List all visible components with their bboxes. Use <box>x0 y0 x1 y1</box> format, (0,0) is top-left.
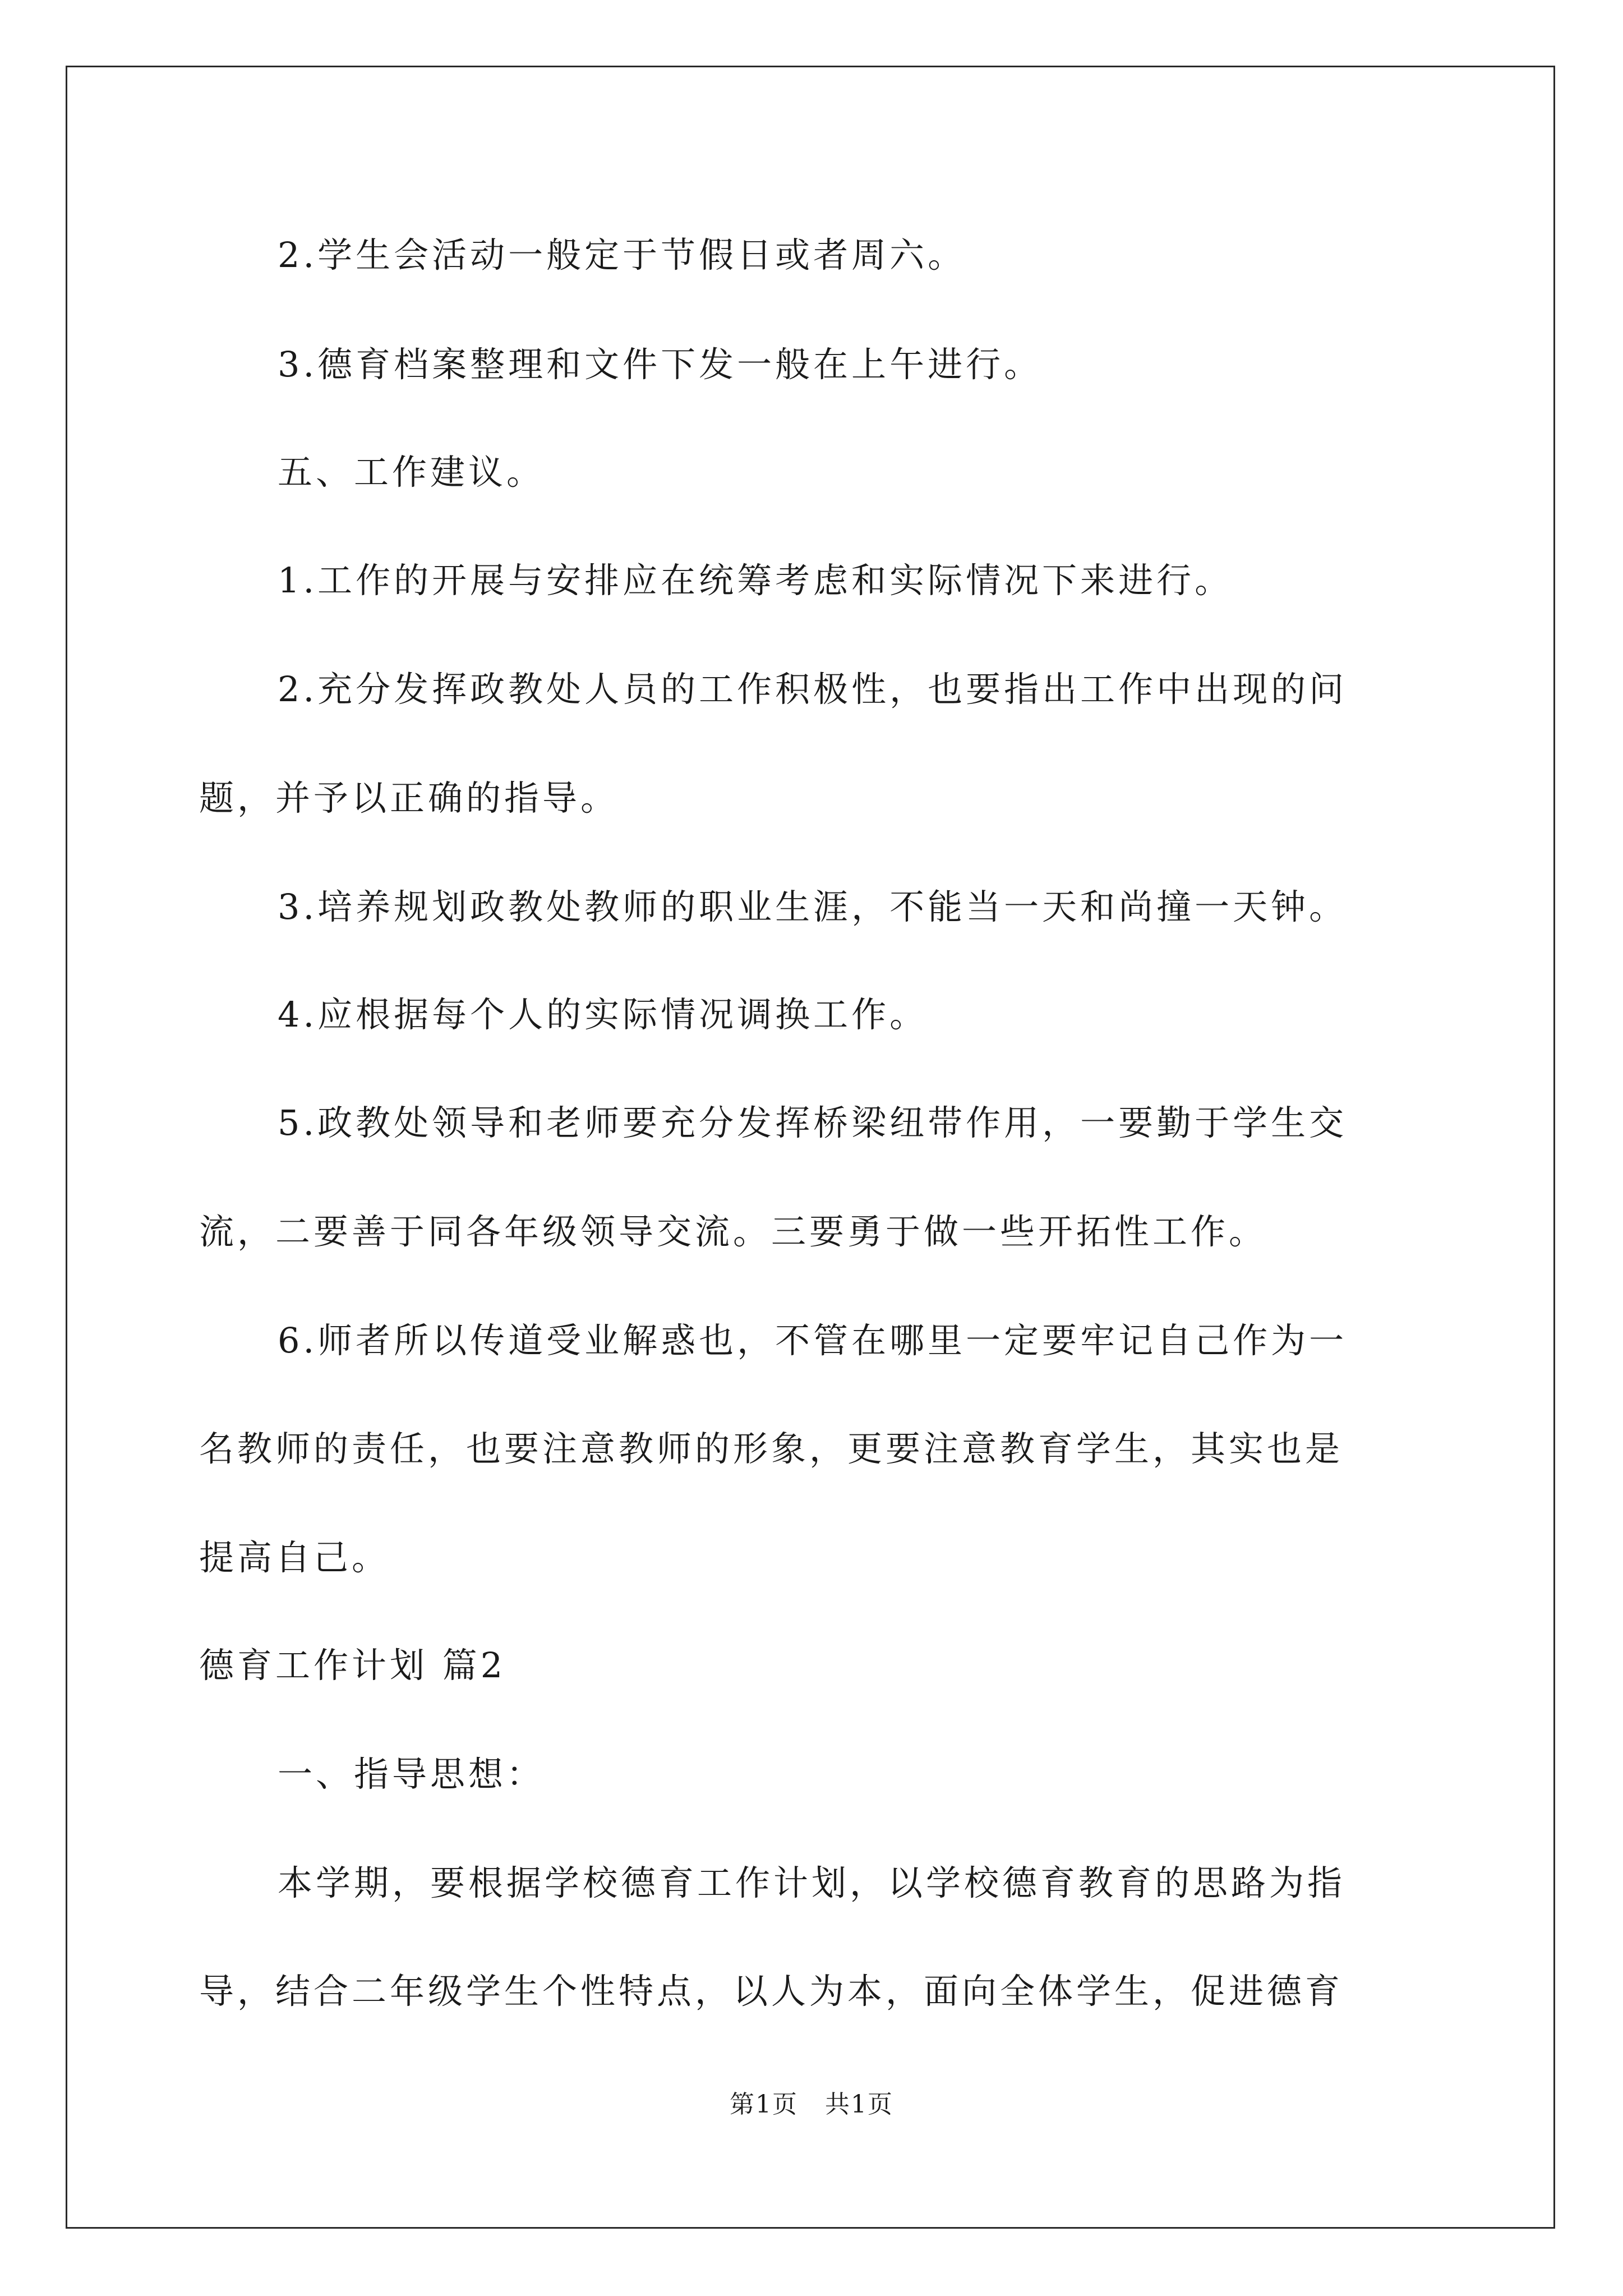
paragraph-line: 题，并予以正确的指导。 <box>199 777 619 818</box>
section-heading: 一、指导思想： <box>278 1754 545 1795</box>
paragraph-line: 6.师者所以传道受业解惑也，不管在哪里一定要牢记自己作为一 <box>278 1320 1348 1361</box>
paragraph-line: 2.学生会活动一般定于节假日或者周六。 <box>278 234 966 275</box>
paragraph-line: 5.政教处领导和老师要充分发挥桥梁纽带作用，一要勤于学生交 <box>278 1102 1348 1143</box>
page-number-footer: 第1页 共1页 <box>730 2090 893 2119</box>
paragraph-line: 名教师的责任，也要注意教师的形象，更要注意教育学生，其实也是 <box>199 1428 1344 1469</box>
paragraph-line: 流，二要善于同各年级领导交流。三要勇于做一些开拓性工作。 <box>199 1211 1267 1252</box>
paragraph-line: 2.充分发挥政教处人员的工作积极性，也要指出工作中出现的问 <box>278 669 1348 710</box>
document-heading: 德育工作计划 篇2 <box>199 1645 506 1686</box>
paragraph-line: 导，结合二年级学生个性特点，以人为本，面向全体学生，促进德育 <box>199 1971 1344 2012</box>
paragraph-line: 本学期，要根据学校德育工作计划，以学校德育教育的思路为指 <box>278 1862 1346 1903</box>
section-heading: 五、工作建议。 <box>278 452 545 493</box>
paragraph-line: 4.应根据每个人的实际情况调换工作。 <box>278 994 928 1035</box>
paragraph-line: 1.工作的开展与安排应在统筹考虑和实际情况下来进行。 <box>278 560 1233 601</box>
paragraph-line: 3.培养规划政教处教师的职业生涯，不能当一天和尚撞一天钟。 <box>278 886 1348 927</box>
paragraph-line: 提高自己。 <box>199 1537 390 1578</box>
paragraph-line: 3.德育档案整理和文件下发一般在上午进行。 <box>278 344 1043 385</box>
